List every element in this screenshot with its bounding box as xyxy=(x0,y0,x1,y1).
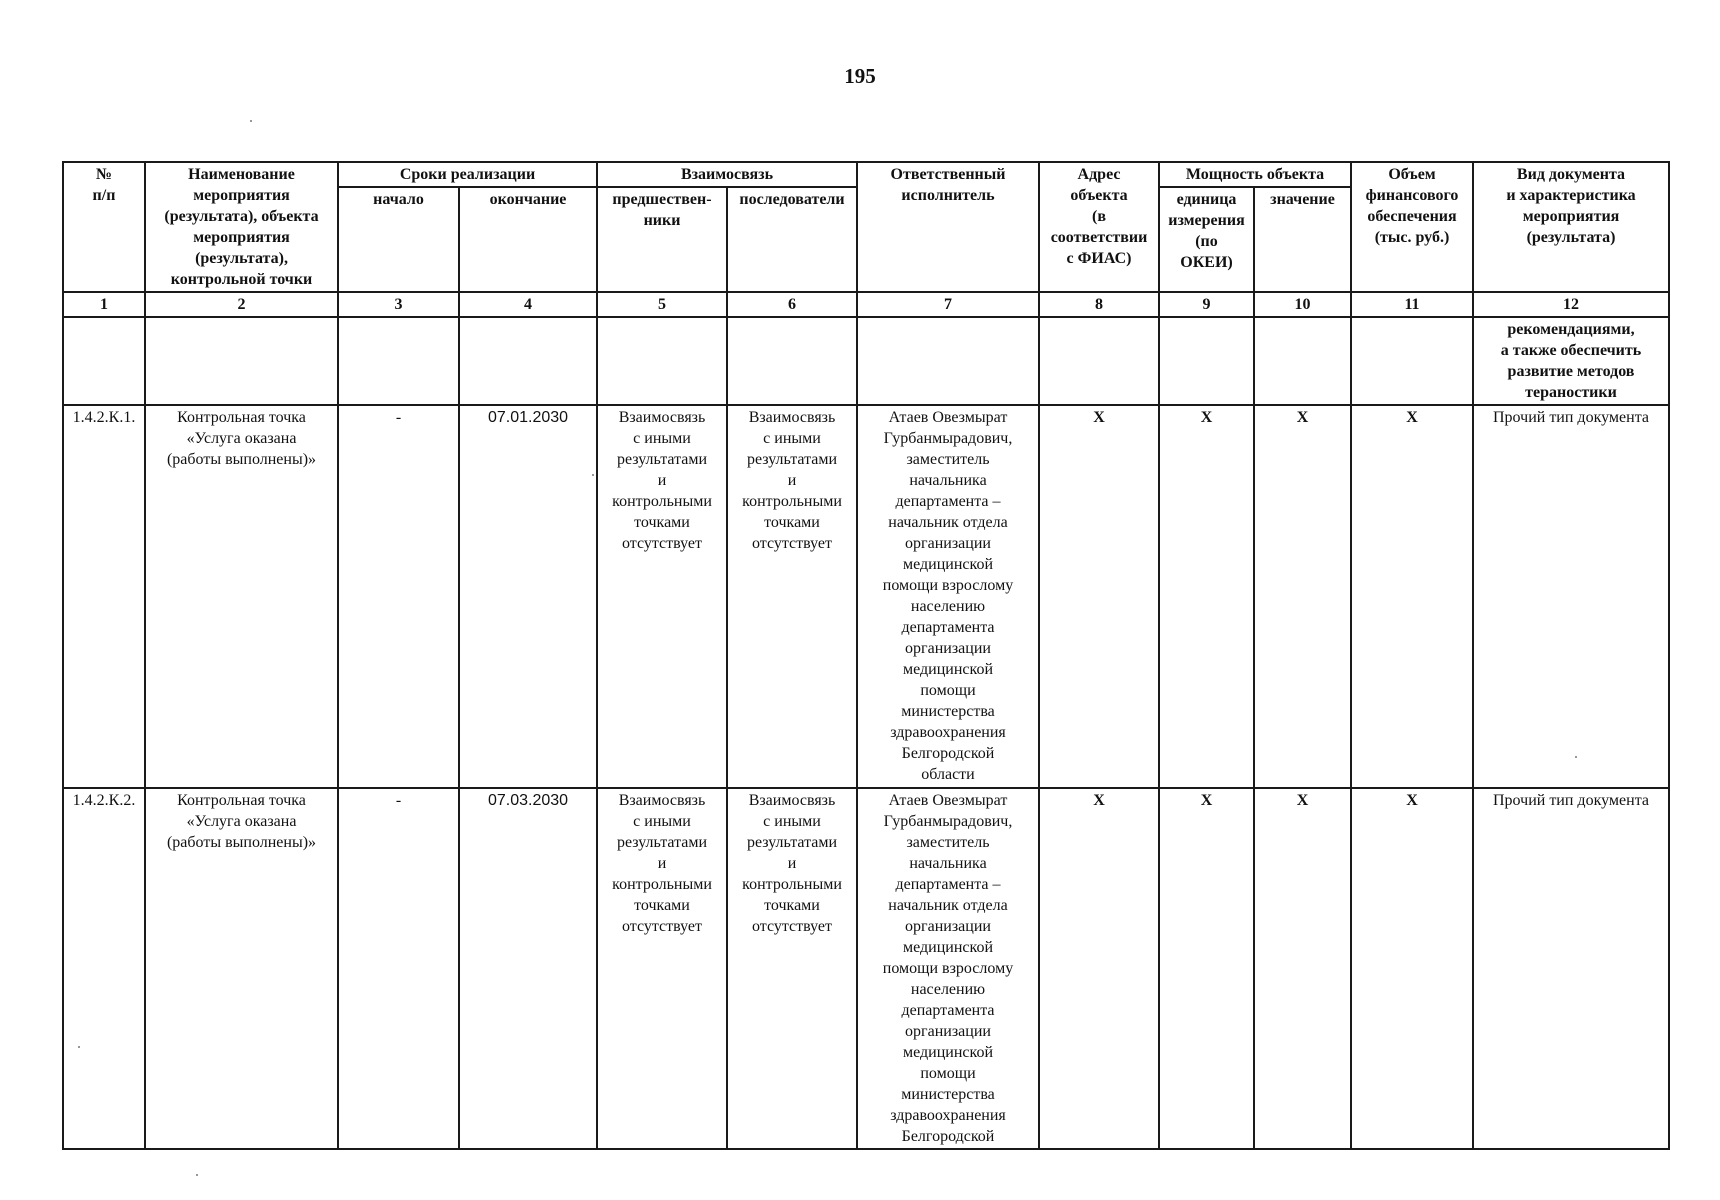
row-start: - xyxy=(338,788,459,1149)
row-unit: X xyxy=(1159,405,1254,788)
header-address: Адрес объекта (в соответствии с ФИАС) xyxy=(1039,162,1159,292)
header-group-terms: Сроки реализации xyxy=(338,162,597,187)
header-document: Вид документа и характеристика мероприятия (результата) xyxy=(1473,162,1669,292)
row-start: - xyxy=(338,405,459,788)
header-value: значение xyxy=(1254,187,1351,292)
column-number: 6 xyxy=(727,292,857,317)
row-document: Прочий тип документа xyxy=(1473,788,1669,1149)
table-cell xyxy=(1254,317,1351,405)
row-value: X xyxy=(1254,788,1351,1149)
header-group-links: Взаимосвязь xyxy=(597,162,857,187)
table-cell xyxy=(1039,317,1159,405)
column-number: 7 xyxy=(857,292,1039,317)
page-number: 195 xyxy=(844,64,876,88)
row-document: Прочий тип документа xyxy=(1473,405,1669,788)
row-value: X xyxy=(1254,405,1351,788)
table-cell xyxy=(857,317,1039,405)
header-successors: последователи xyxy=(727,187,857,292)
table-cell xyxy=(597,317,727,405)
column-number: 10 xyxy=(1254,292,1351,317)
row-address: X xyxy=(1039,405,1159,788)
column-number: 4 xyxy=(459,292,597,317)
table-cell xyxy=(727,317,857,405)
row-successors: Взаимосвязь с иными результатами и контрольными точками отсутствует xyxy=(727,788,857,1149)
row-financing: X xyxy=(1351,405,1473,788)
table-cell xyxy=(338,317,459,405)
column-number: 1 xyxy=(63,292,145,317)
row-successors: Взаимосвязь с иными результатами и контрольными точками отсутствует xyxy=(727,405,857,788)
column-number: 2 xyxy=(145,292,338,317)
header-group-capacity: Мощность объекта xyxy=(1159,162,1351,187)
column-number: 3 xyxy=(338,292,459,317)
plan-table xyxy=(62,161,1670,1150)
row-name: Контрольная точка «Услуга оказана (работы выполнены)» xyxy=(145,788,338,1149)
row-unit: X xyxy=(1159,788,1254,1149)
header-unit: единица измерения (по ОКЕИ) xyxy=(1159,187,1254,292)
column-number: 8 xyxy=(1039,292,1159,317)
table-row xyxy=(63,405,1669,788)
table-cell xyxy=(1159,317,1254,405)
column-number: 11 xyxy=(1351,292,1473,317)
row-predecessors: Взаимосвязь с иными результатами и контрольными точками отсутствует xyxy=(597,405,727,788)
header-row xyxy=(63,162,1669,187)
row-responsible: Атаев Овезмырат Гурбанмырадович, заместитель начальника департамента – начальник отдела организации медицинской помощи взрослому населению департамента организации медицинской помощи министерства здравоохранения Белгородской xyxy=(857,788,1039,1149)
row-end: 07.03.2030 xyxy=(459,788,597,1149)
column-number: 9 xyxy=(1159,292,1254,317)
header-responsible: Ответственный исполнитель xyxy=(857,162,1039,292)
row-address: X xyxy=(1039,788,1159,1149)
continuation-document-text: рекомендациями, а также обеспечить развитие методов тераностики xyxy=(1473,317,1669,405)
header-predecessors: предшествен- ники xyxy=(597,187,727,292)
scan-speck xyxy=(196,1174,198,1176)
header-start: начало xyxy=(338,187,459,292)
header-number: № п/п xyxy=(63,162,145,292)
table-cell xyxy=(1351,317,1473,405)
row-number: 1.4.2.К.1. xyxy=(63,405,145,788)
header-financing: Объем финансового обеспечения (тыс. руб.) xyxy=(1351,162,1473,292)
header-end: окончание xyxy=(459,187,597,292)
row-name: Контрольная точка «Услуга оказана (работы выполнены)» xyxy=(145,405,338,788)
header-name: Наименование мероприятия (результата), объекта мероприятия (результата), контрольной точки xyxy=(145,162,338,292)
table-cell xyxy=(63,317,145,405)
table-row xyxy=(63,788,1669,1149)
row-end: 07.01.2030 xyxy=(459,405,597,788)
column-number: 12 xyxy=(1473,292,1669,317)
row-predecessors: Взаимосвязь с иными результатами и контрольными точками отсутствует xyxy=(597,788,727,1149)
row-financing: X xyxy=(1351,788,1473,1149)
scan-speck xyxy=(250,120,252,122)
column-number-row xyxy=(63,292,1669,317)
continuation-row xyxy=(63,317,1669,405)
table-cell xyxy=(145,317,338,405)
row-responsible: Атаев Овезмырат Гурбанмырадович, заместитель начальника департамента – начальник отдела организации медицинской помощи взрослому населению департамента организации медицинской помощи министерства здравоохранения Белгородской области xyxy=(857,405,1039,788)
table-cell xyxy=(459,317,597,405)
column-number: 5 xyxy=(597,292,727,317)
row-number: 1.4.2.К.2. xyxy=(63,788,145,1149)
